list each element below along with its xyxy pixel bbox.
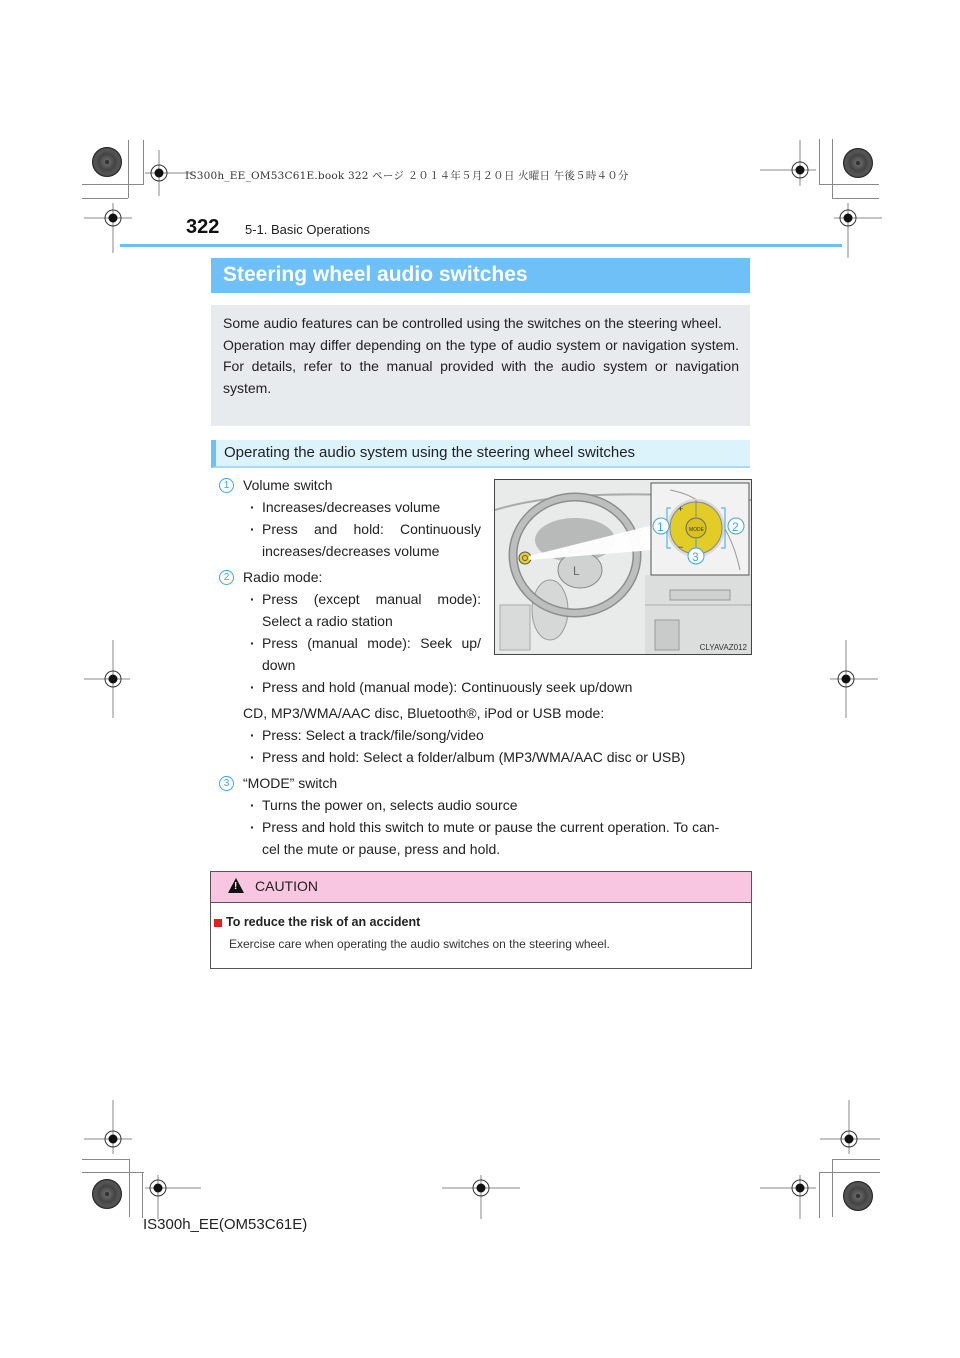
svg-text:3: 3: [692, 550, 699, 564]
item-2-bullet-cont: down: [262, 657, 296, 673]
item-2-sub-bullet: · Press and hold: Select a folder/album (MP3/WMA/AAC disc or USB): [262, 749, 685, 765]
registration-seal-icon: [92, 1179, 122, 1209]
subsection-title: Operating the audio system using the steering wheel switches: [224, 444, 636, 461]
subsection-heading-bar: [211, 440, 750, 468]
page-number: 322: [186, 216, 220, 238]
item-number-3-icon: 3: [219, 776, 234, 791]
registration-mark-icon: [830, 640, 878, 718]
print-job-header: IS300h_EE_OM53C61E.book 322 ページ ２０１４年５月２０日 火曜日 午後５時４０分: [185, 170, 629, 182]
registration-mark-icon: [84, 1100, 132, 1154]
item-number-2-icon: 2: [219, 570, 234, 585]
caution-header: [211, 872, 751, 903]
item-1-bullet: · Increases/decreases volume: [262, 499, 440, 515]
svg-text:L: L: [573, 564, 580, 578]
car-interior-drawing-icon: [495, 480, 751, 654]
intro-text: Some audio features can be controlled using the switches on the steering wheel. Operation may differ depending on the type of audio system or navigation system. For details, refer to the manual provided with the audio system or navigation system.: [223, 315, 739, 396]
item-number-1-icon: 1: [219, 478, 234, 493]
svg-text:+: +: [678, 504, 684, 514]
header-divider: [120, 244, 842, 247]
item-3-bullet: · Press and hold this switch to mute or pause the current operation. To can-: [262, 819, 719, 835]
caution-heading: To reduce the risk of an accident: [226, 915, 421, 929]
registration-mark-icon: [760, 140, 816, 186]
caution-label: CAUTION: [255, 878, 318, 894]
registration-mark-icon: [84, 640, 130, 718]
item-2-bullet: · Press and hold (manual mode): Continuously seek up/down: [262, 679, 632, 695]
item-1-label: Volume switch: [243, 477, 333, 493]
item-2-bullet: · Press (manual mode): Seek up/: [262, 635, 481, 651]
section-breadcrumb: 5-1. Basic Operations: [245, 222, 371, 237]
item-2-label: Radio mode:: [243, 569, 323, 585]
item-2-sub-label: CD, MP3/WMA/AAC disc, Bluetooth®, iPod or USB mode:: [243, 705, 605, 721]
steering-wheel-illustration: [494, 479, 752, 655]
illustration-code: CLYAVAZ012: [699, 643, 747, 652]
item-3-bullet-cont: cel the mute or pause, press and hold.: [262, 841, 501, 857]
item-3-bullet: · Turns the power on, selects audio source: [262, 797, 518, 813]
item-2-bullet: · Press (except manual mode):: [262, 591, 481, 607]
registration-mark-icon: [145, 1175, 201, 1219]
registration-mark-icon: [442, 1175, 520, 1219]
item-1-bullet-cont: increases/decreases volume: [262, 543, 440, 559]
caution-body: Exercise care when operating the audio switches on the steering wheel.: [229, 937, 610, 951]
registration-mark-icon: [834, 203, 882, 258]
warning-triangle-icon: [228, 878, 244, 893]
red-square-bullet-icon: [214, 919, 222, 927]
intro-box: [211, 305, 750, 426]
svg-text:1: 1: [657, 520, 664, 534]
svg-text:MODE: MODE: [689, 527, 704, 533]
caution-box: [210, 871, 752, 969]
item-3-label: “MODE” switch: [243, 775, 338, 791]
item-2-bullet-cont: Select a radio station: [262, 613, 393, 629]
svg-text:−: −: [678, 542, 684, 552]
item-1-bullet: · Press and hold: Continuously: [262, 521, 481, 537]
registration-seal-icon: [843, 148, 873, 178]
page-title-bar: [211, 258, 750, 293]
registration-mark-icon: [820, 1100, 880, 1154]
item-2-sub-bullet: · Press: Select a track/file/song/video: [262, 727, 484, 743]
registration-seal-icon: [92, 147, 122, 177]
registration-seal-icon: [843, 1181, 873, 1211]
page-title: Steering wheel audio switches: [223, 263, 528, 286]
registration-mark-icon: [760, 1175, 816, 1219]
footer-model-code: IS300h_EE(OM53C61E): [143, 1216, 308, 1233]
svg-text:2: 2: [732, 520, 739, 534]
